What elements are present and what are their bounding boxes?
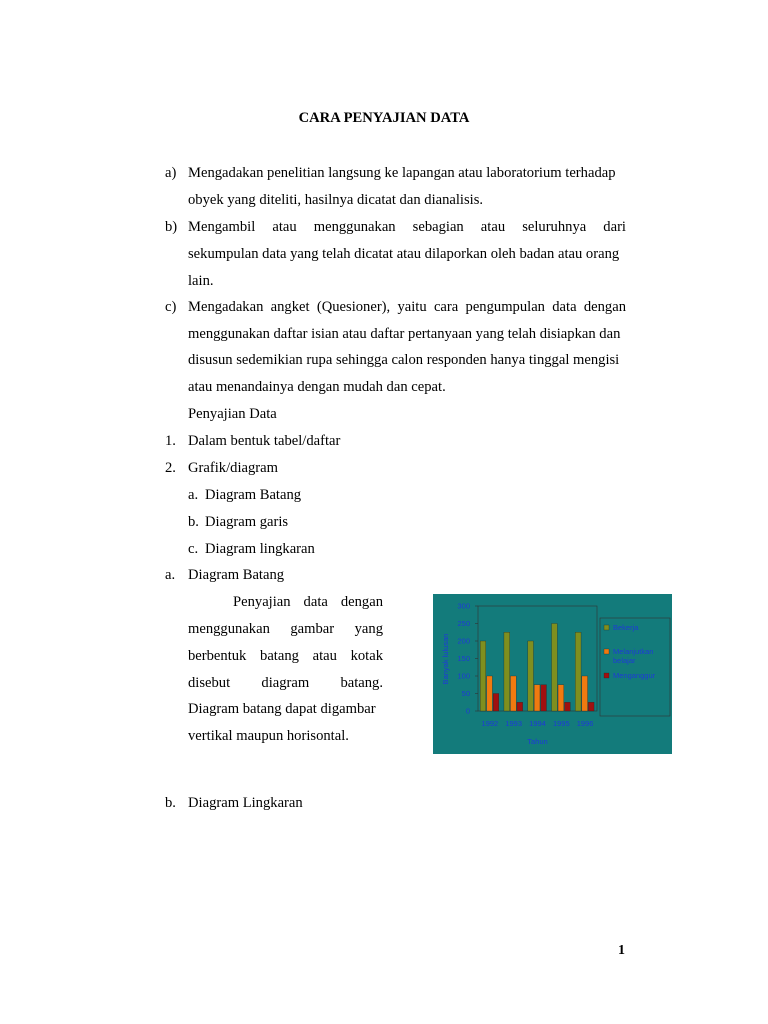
list-item-b-line-3: lain. bbox=[188, 273, 214, 289]
numbered-label-1: 1. bbox=[165, 433, 176, 449]
bar-chart-svg bbox=[433, 594, 672, 754]
x-tick-label: 1996 bbox=[576, 719, 594, 728]
section-b-heading: Diagram Lingkaran bbox=[188, 795, 303, 811]
section-a-heading: Diagram Batang bbox=[188, 567, 285, 583]
bar bbox=[534, 685, 540, 711]
x-tick-label: 1993 bbox=[505, 719, 523, 728]
y-tick-label: 200 bbox=[457, 636, 470, 646]
legend-box bbox=[600, 618, 670, 716]
list-label-b: b) bbox=[165, 219, 178, 235]
bar bbox=[504, 632, 510, 711]
legend-label: Menganggur bbox=[613, 671, 656, 680]
list-label-c: c) bbox=[165, 299, 177, 315]
sub-item-a: Diagram Batang bbox=[205, 487, 302, 503]
bar bbox=[575, 632, 581, 711]
x-tick-label: 1992 bbox=[481, 719, 499, 728]
bar bbox=[510, 676, 516, 711]
page-title: CARA PENYAJIAN DATA bbox=[298, 110, 470, 126]
page-number: 1 bbox=[618, 943, 625, 958]
paragraph-line-2: menggunakan gambar yang bbox=[188, 621, 383, 637]
list-item-a-line-1: Mengadakan penelitian langsung ke lapangan atau laboratorium terhadap bbox=[188, 165, 616, 181]
y-tick-label: 300 bbox=[457, 601, 470, 611]
bar bbox=[552, 624, 558, 712]
bar bbox=[588, 702, 594, 711]
sub-label-c: c. bbox=[188, 541, 199, 557]
list-item-b-line-2: sekumpulan data yang telah dicatat atau dilaporkan oleh badan atau orang bbox=[188, 246, 620, 262]
paragraph-line-4: disebut diagram batang. bbox=[188, 675, 383, 691]
list-item-c-line-3: disusun sedemikian rupa sehingga calon responden hanya tinggal mengisi bbox=[188, 352, 620, 368]
bar bbox=[487, 676, 493, 711]
sub-item-c: Diagram lingkaran bbox=[205, 541, 315, 557]
y-tick-label: 0 bbox=[465, 706, 470, 716]
bar bbox=[517, 702, 523, 711]
legend-swatch bbox=[604, 649, 609, 654]
legend-label: belajar bbox=[613, 656, 636, 665]
numbered-item-2: Grafik/diagram bbox=[188, 460, 278, 476]
legend-label: Bekerja bbox=[613, 623, 639, 632]
list-item-c-line-4: atau menandainya dengan mudah dan cepat. bbox=[188, 379, 446, 395]
list-item-c-line-1: Mengadakan angket (Quesioner), yaitu cara pengumpulan data dengan bbox=[188, 299, 626, 315]
x-tick-label: 1994 bbox=[529, 719, 546, 728]
section-a-label: a. bbox=[165, 567, 176, 583]
numbered-item-1: Dalam bentuk tabel/daftar bbox=[188, 433, 341, 449]
sub-label-a: a. bbox=[188, 487, 199, 503]
legend-swatch bbox=[604, 625, 609, 630]
legend-label: Melanjutkan bbox=[613, 647, 654, 656]
bar-chart bbox=[433, 594, 672, 754]
y-tick-label: 150 bbox=[457, 654, 470, 663]
bar bbox=[493, 694, 499, 712]
bar bbox=[582, 676, 588, 711]
y-tick-label: 250 bbox=[457, 619, 470, 628]
section-b-label: b. bbox=[165, 795, 176, 811]
bar bbox=[565, 702, 571, 711]
paragraph-line-5: Diagram batang dapat digambar bbox=[188, 701, 376, 717]
y-tick-label: 100 bbox=[457, 671, 470, 681]
bar bbox=[480, 641, 486, 711]
paragraph-line-3: berbentuk batang atau kotak bbox=[188, 648, 383, 664]
bar bbox=[541, 685, 547, 711]
y-axis-label: Banyak lulusan bbox=[441, 633, 450, 685]
legend-swatch bbox=[604, 673, 609, 678]
sub-label-b: b. bbox=[188, 514, 199, 530]
x-axis-label: Tahun bbox=[527, 737, 548, 746]
list-item-c-line-2: menggunakan daftar isian atau daftar pertanyaan yang telah disiapkan dan bbox=[188, 326, 621, 342]
list-item-a-line-2: obyek yang diteliti, hasilnya dicatat dan dianalisis. bbox=[188, 192, 484, 208]
bar bbox=[558, 685, 564, 711]
bar bbox=[528, 641, 534, 711]
numbered-label-2: 2. bbox=[165, 460, 176, 476]
list-item-b-line-1: Mengambil atau menggunakan sebagian atau seluruhnya dari bbox=[188, 219, 626, 235]
paragraph-line-1: Penyajian data dengan bbox=[233, 594, 383, 610]
y-tick-label: 50 bbox=[461, 689, 470, 698]
penyajian-heading: Penyajian Data bbox=[188, 406, 277, 422]
sub-item-b: Diagram garis bbox=[205, 514, 289, 530]
list-label-a: a) bbox=[165, 165, 177, 181]
x-tick-label: 1995 bbox=[552, 719, 570, 728]
paragraph-line-6: vertikal maupun horisontal. bbox=[188, 728, 349, 744]
